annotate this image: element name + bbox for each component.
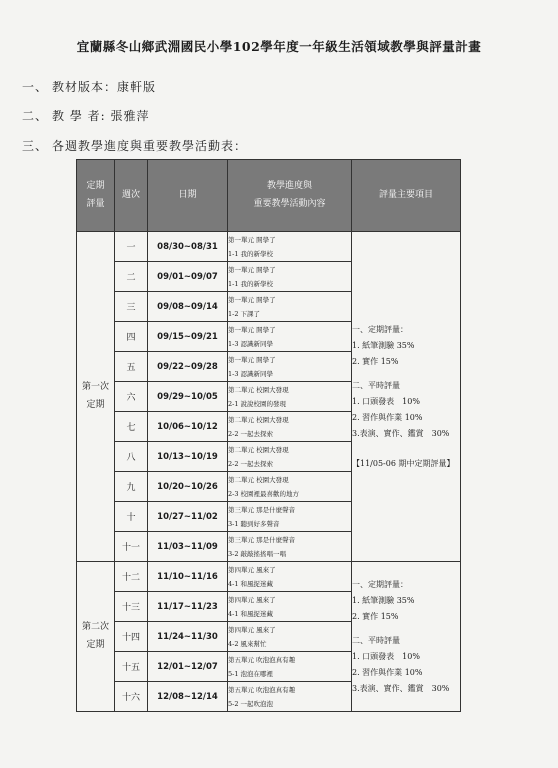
unit-line: 第四單元 風來了 xyxy=(228,565,276,574)
date-cell: 11/10~11/16 xyxy=(148,562,228,592)
lesson-line: 1-3 認識新同學 xyxy=(228,369,274,378)
period-label-line: 第二次 xyxy=(81,622,109,633)
period-label-line: 定期 xyxy=(86,639,105,650)
section-teacher xyxy=(22,107,150,124)
period-label xyxy=(77,232,115,562)
date-cell: 12/01~12/07 xyxy=(148,652,228,682)
week-cell: 十四 xyxy=(115,622,148,652)
section-number: 三、 xyxy=(22,139,49,153)
evaluation-cell xyxy=(352,562,461,712)
eval-heading: 一、定期評量： xyxy=(352,579,408,589)
content-cell xyxy=(228,652,352,682)
unit-line: 第一單元 開學了 xyxy=(228,325,276,334)
lesson-line: 1-2 下課了 xyxy=(228,309,261,318)
lesson-line: 2-3 校園裡最喜歡的地方 xyxy=(228,489,300,498)
date-cell: 10/27~11/02 xyxy=(148,502,228,532)
week-cell: 十 xyxy=(115,502,148,532)
unit-line: 第二單元 校園大發現 xyxy=(228,415,289,424)
week-cell: 十五 xyxy=(115,652,148,682)
content-cell xyxy=(228,322,352,352)
eval-item: 3.表演、實作、鑑賞 30% xyxy=(352,428,450,438)
lesson-line: 1-1 我的新學校 xyxy=(228,249,274,258)
content-cell xyxy=(228,442,352,472)
evaluation-cell xyxy=(352,232,461,562)
lesson-line: 2-2 一起去探索 xyxy=(228,459,274,468)
unit-line: 第一單元 開學了 xyxy=(228,235,276,244)
date-cell: 11/03~11/09 xyxy=(148,532,228,562)
table-row xyxy=(77,562,461,592)
schedule-table xyxy=(76,159,461,712)
unit-line: 第二單元 校園大發現 xyxy=(228,385,289,394)
lesson-line: 4-1 和風捉迷藏 xyxy=(228,609,274,618)
week-cell: 四 xyxy=(115,322,148,352)
week-cell: 二 xyxy=(115,262,148,292)
date-cell: 10/13~10/19 xyxy=(148,442,228,472)
section-number: 二、 xyxy=(22,109,49,123)
eval-item: 2. 實作 15% xyxy=(352,356,399,366)
eval-item: 1. 紙筆測驗 35% xyxy=(352,595,415,605)
content-cell xyxy=(228,292,352,322)
period-label-line: 第一次 xyxy=(81,382,109,393)
header-row xyxy=(77,160,461,232)
header-content: 教學進度與 重要教學活動內容 xyxy=(228,160,352,232)
lesson-line: 3-2 敲敲搖搖唱一唱 xyxy=(228,549,287,558)
week-cell: 十一 xyxy=(115,532,148,562)
period-label xyxy=(77,562,115,712)
date-cell: 09/08~09/14 xyxy=(148,292,228,322)
content-cell xyxy=(228,232,352,262)
eval-item: 3.表演、實作、鑑賞 30% xyxy=(352,683,450,693)
lesson-line: 4-2 風來幫忙 xyxy=(228,639,267,648)
section-text: 教 學 者: 張雅萍 xyxy=(52,109,150,123)
eval-heading: 二、平時評量 xyxy=(352,635,400,645)
lesson-line: 5-2 一起吹泡泡 xyxy=(228,699,274,708)
week-cell: 三 xyxy=(115,292,148,322)
content-cell xyxy=(228,382,352,412)
content-cell xyxy=(228,472,352,502)
date-cell: 10/20~10/26 xyxy=(148,472,228,502)
eval-item: 2. 習作與作業 10% xyxy=(352,667,423,677)
unit-line: 第一單元 開學了 xyxy=(228,265,276,274)
lesson-line: 5-1 泡泡在哪裡 xyxy=(228,669,274,678)
period-label-line: 定期 xyxy=(86,399,105,410)
unit-line: 第二單元 校園大發現 xyxy=(228,445,289,454)
week-cell: 五 xyxy=(115,352,148,382)
unit-line: 第一單元 開學了 xyxy=(228,355,276,364)
eval-item: 2. 實作 15% xyxy=(352,611,399,621)
content-cell xyxy=(228,412,352,442)
header-week: 週次 xyxy=(115,160,148,232)
week-cell: 十六 xyxy=(115,682,148,712)
unit-line: 第四單元 風來了 xyxy=(228,625,276,634)
lesson-line: 1-3 認識新同學 xyxy=(228,339,274,348)
unit-line: 第五單元 吹泡泡真有趣 xyxy=(228,655,296,664)
section-number: 一、 xyxy=(22,80,49,94)
unit-line: 第三單元 那是什麼聲音 xyxy=(228,505,296,514)
exam-note: 【11/05-06 期中定期評量】 xyxy=(352,458,455,468)
header-eval: 評量主要項目 xyxy=(352,160,461,232)
content-cell xyxy=(228,682,352,712)
content-cell xyxy=(228,532,352,562)
header-date: 日期 xyxy=(148,160,228,232)
eval-item: 1. 口頭發表 10% xyxy=(352,651,420,661)
unit-line: 第二單元 校園大發現 xyxy=(228,475,289,484)
date-cell: 11/24~11/30 xyxy=(148,622,228,652)
content-cell xyxy=(228,562,352,592)
lesson-line: 1-1 我的新學校 xyxy=(228,279,274,288)
week-cell: 十二 xyxy=(115,562,148,592)
unit-line: 第五單元 吹泡泡真有趣 xyxy=(228,685,296,694)
lesson-line: 2-1 說說校園的發現 xyxy=(228,399,287,408)
week-cell: 九 xyxy=(115,472,148,502)
section-text: 教材版本：康軒版 xyxy=(52,80,157,94)
unit-line: 第一單元 開學了 xyxy=(228,295,276,304)
eval-item: 2. 習作與作業 10% xyxy=(352,412,423,422)
unit-line: 第三單元 那是什麼聲音 xyxy=(228,535,296,544)
table-row xyxy=(77,232,461,262)
date-cell: 09/01~09/07 xyxy=(148,262,228,292)
week-cell: 七 xyxy=(115,412,148,442)
header-period: 定期 評量 xyxy=(77,160,115,232)
eval-heading: 二、平時評量 xyxy=(352,380,400,390)
lesson-line: 4-1 和風捉迷藏 xyxy=(228,579,274,588)
week-cell: 八 xyxy=(115,442,148,472)
content-cell xyxy=(228,502,352,532)
lesson-line: 3-1 聽到好多聲音 xyxy=(228,519,280,528)
date-cell: 11/17~11/23 xyxy=(148,592,228,622)
unit-line: 第四單元 風來了 xyxy=(228,595,276,604)
section-schedule xyxy=(22,137,247,154)
week-cell: 六 xyxy=(115,382,148,412)
week-cell: 一 xyxy=(115,232,148,262)
content-cell xyxy=(228,622,352,652)
section-textbook xyxy=(22,78,156,95)
date-cell: 10/06~10/12 xyxy=(148,412,228,442)
date-cell: 08/30~08/31 xyxy=(148,232,228,262)
lesson-line: 2-2 一起去探索 xyxy=(228,429,274,438)
content-cell xyxy=(228,352,352,382)
content-cell xyxy=(228,262,352,292)
week-cell: 十三 xyxy=(115,592,148,622)
content-cell xyxy=(228,592,352,622)
eval-item: 1. 口頭發表 10% xyxy=(352,396,420,406)
document-title: 宜蘭縣冬山鄉武淵國民小學102學年度一年級生活領域教學與評量計畫 xyxy=(76,39,482,54)
date-cell: 09/29~10/05 xyxy=(148,382,228,412)
eval-heading: 一、定期評量： xyxy=(352,324,408,334)
date-cell: 12/08~12/14 xyxy=(148,682,228,712)
date-cell: 09/22~09/28 xyxy=(148,352,228,382)
section-text: 各週教學進度與重要教學活動表： xyxy=(52,139,248,153)
eval-item: 1. 紙筆測驗 35% xyxy=(352,340,415,350)
date-cell: 09/15~09/21 xyxy=(148,322,228,352)
